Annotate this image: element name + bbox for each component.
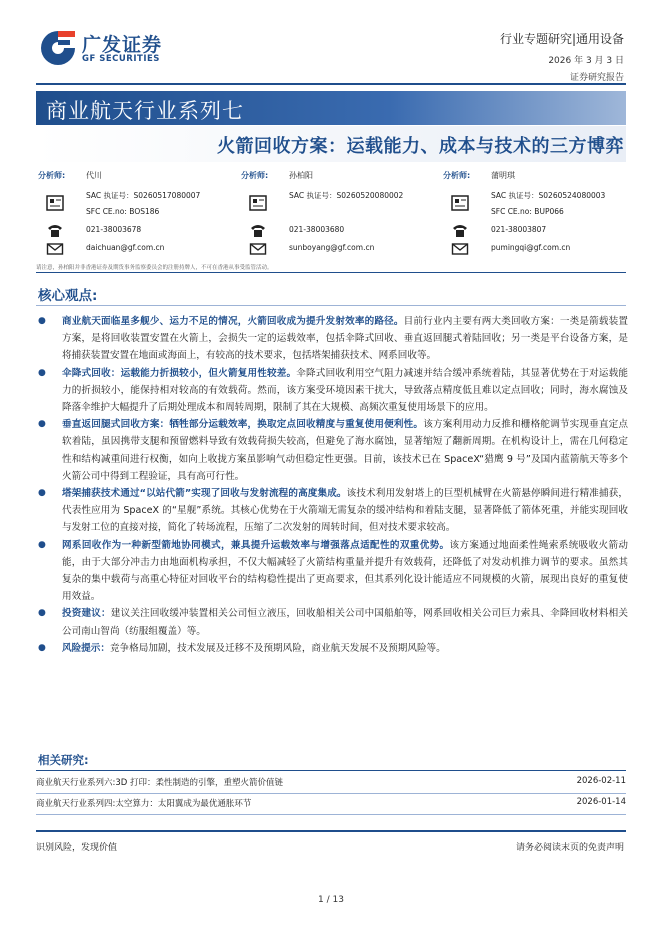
analyst-phone: 021-38003807	[491, 225, 547, 234]
bullet-icon: ●	[38, 316, 46, 326]
header-info	[500, 30, 624, 83]
point-text: 该技术利用发射塔上的巨型机械臂在火箭悬停瞬间进行精准捕获，代表性应用为 SpaceX 的“星舰”系统。其核心优势在于火箭端无需复杂的缓冲结构和着陆支腿，显著降低了箭体死重，并能实现回收与发射工位的直接对接，简化了转场流程，压缩了二次发射的周转时间，但对技术要求较高。	[62, 488, 628, 534]
point-text: 伞降式回收利用空气阻力减速并结合缓冲系统着陆，其显著优势在于对运载能力的折损较小，能保持相对较高的有效载荷。然而，该方案受环境因素干扰大，导致落点精度低且难以定点回收；同时，海水腐蚀及降落伞维护大幅提升了后期处理成本和周转周期，限制了其在大规模、高频次重复使用场景下的应用。	[62, 367, 629, 414]
related-row-divider	[36, 793, 626, 794]
analyst-name: 孙柏阳	[289, 171, 313, 180]
related-item[interactable]	[36, 776, 626, 792]
analyst-email[interactable]: pumingqi@gf.com.cn	[491, 243, 571, 252]
related-divider	[36, 770, 626, 771]
analyst-role: 分析师:	[443, 171, 471, 180]
series-title: 商业航天行业系列七	[46, 99, 244, 123]
bullet-icon: ●	[38, 539, 46, 550]
point-lead: 风险提示：	[62, 642, 110, 654]
analyst-sac: SAC 执证号：S0260517080007	[86, 191, 201, 200]
analyst-role: 分析师:	[38, 171, 66, 180]
related-title[interactable]: 商业航天行业系列六:3D 打印：柔性制造的引擎，重塑火箭价值链	[36, 778, 284, 788]
related-row-divider	[36, 814, 626, 815]
related-research-heading: 相关研究:	[38, 753, 89, 767]
report-category: 行业专题研究|通用设备	[499, 32, 624, 46]
report-date: 2026 年 3 月 3 日	[548, 56, 624, 66]
related-date: 2026-01-14	[576, 797, 626, 807]
footer-disclaimer-note: 请务必阅读末页的免责声明	[515, 843, 624, 853]
id-card-icon	[46, 194, 64, 212]
list-item	[38, 640, 628, 657]
bullet-icon: ●	[38, 608, 46, 619]
report-subtitle: 火箭回收方案：运载能力、成本与技术的三方博弈	[217, 136, 624, 157]
point-lead: 投资建议：	[62, 608, 111, 620]
core-views-heading: 核心观点:	[38, 288, 98, 304]
logo-text-en: GF SECURITIES	[82, 54, 160, 64]
bullet-icon: ●	[38, 488, 46, 499]
related-date: 2026-02-11	[576, 776, 626, 786]
analyst-phone: 021-38003678	[86, 225, 142, 234]
list-item	[38, 537, 628, 606]
analyst-role: 分析师:	[241, 171, 269, 180]
point-lead: 伞降式回收：运载能力折损较小，但火箭复用性较差。	[62, 367, 297, 379]
point-lead: 垂直返回腿式回收方案：牺牲部分运载效率，换取定点回收精度与重复使用便利性。	[62, 419, 424, 431]
logo-text-cn: 广发证券	[82, 34, 163, 56]
report-type: 证券研究报告	[569, 73, 624, 83]
id-card-icon	[249, 194, 267, 212]
gf-logo	[38, 28, 188, 68]
point-text: 目前行业内主要有两大类回收方案：一类是箭载装置方案，是将回收装置安置在火箭上，会损失一定的运载效率，包括伞降式回收、垂直返回腿式着陆回收；另一类是平台设备方案，是将捕获装置安置在地面或海面上，有较高的技术要求，包括塔架捕获技术、网系回收等。	[62, 316, 629, 362]
analyst-name: 蒲明琪	[491, 171, 515, 180]
phone-icon	[249, 222, 267, 240]
related-item[interactable]	[36, 797, 626, 813]
point-lead: 塔架捕获技术通过“以站代箭”实现了回收与发射流程的高度集成。	[62, 488, 347, 500]
list-item	[38, 313, 628, 365]
page-number: 1 / 13	[318, 895, 344, 905]
bullet-icon: ●	[38, 419, 46, 430]
list-item	[38, 365, 628, 417]
footer-slogan: 识别风险，发现价值	[36, 843, 118, 853]
id-card-icon	[451, 194, 469, 212]
email-icon	[249, 240, 267, 258]
email-icon	[46, 240, 64, 258]
point-text: 该方案通过地面柔性绳索系统吸收火箭动能，由于大部分冲击力由地面机构承担，不仅大幅减轻了火箭结构重量并提升有效载荷，还降低了对发动机推力调节的要求。虽然其复杂的集中载荷与高重心特征对回收平台的结构稳性提出了更高要求，但其系列化设计能适应不同规模的火箭，展现出良好的重复使用效益。	[62, 539, 629, 603]
analyst-disclaimer: 请注意，孙柏阳并非香港证券及期货事务监察委员会的注册持牌人，不可在香港从事受监管活动。	[36, 265, 273, 271]
point-text: 竞争格局加剧，技术发展及迁移不及预期风险，商业航天发展不及预期风险等。	[109, 642, 446, 654]
footer-divider	[36, 830, 626, 832]
analyst-sfc: SFC CE.no: BOS186	[86, 207, 160, 216]
bullet-icon: ●	[38, 642, 46, 653]
logo-mark-icon	[38, 28, 78, 68]
analyst-name: 代川	[86, 171, 102, 180]
point-text: 建议关注回收缓冲装置相关公司恒立液压，回收船相关公司中国船舶等，网系回收相关公司巨力索具、伞降回收材料相关公司南山智尚（纺服组覆盖）等。	[62, 608, 629, 637]
analyst-sac: SAC 执证号：S0260524080003	[491, 191, 606, 200]
list-item	[38, 605, 628, 639]
point-text: 该方案利用动力反推和栅格舵调节实现垂直定点软着陆，虽因携带支腿和预留燃料导致有效载荷损失较高，但避免了海水腐蚀，显著缩短了翻新周期。在机构设计上，需在几何稳定性和结构减重间进行权衡，如向上收拢方案虽影响气动但稳定性更强。目前，该技术已在 SpaceX“猎鹰 9 号”及国内蓝箭航天等多个火箭公司中得到工程验证，具有高可行性。	[62, 419, 629, 482]
bullet-icon: ●	[38, 367, 46, 378]
list-item	[38, 485, 628, 537]
phone-icon	[451, 222, 469, 240]
analyst-email[interactable]: daichuan@gf.com.cn	[86, 243, 165, 252]
analyst-sac: SAC 执证号：S0260520080002	[289, 191, 404, 200]
point-lead: 网系回收作为一种新型箭地协同模式，兼具提升运载效率与增强落点适配性的双重优势。	[62, 539, 450, 551]
analyst-phone: 021-38003680	[289, 225, 345, 234]
core-views-divider	[36, 305, 626, 306]
related-title[interactable]: 商业航天行业系列四:太空算力：太阳翼成为最优通胀环节	[36, 799, 252, 809]
list-item	[38, 416, 628, 485]
email-icon	[451, 240, 469, 258]
analyst-divider	[36, 272, 626, 273]
analyst-sfc: SFC CE.no: BUP066	[491, 207, 564, 216]
header-divider	[36, 83, 626, 85]
analyst-email[interactable]: sunboyang@gf.com.cn	[289, 243, 375, 252]
phone-icon	[46, 222, 64, 240]
core-views-list	[38, 313, 628, 657]
point-lead: 商业航天面临星多舰少、运力不足的情况，火箭回收成为提升发射效率的路径。	[62, 316, 404, 327]
